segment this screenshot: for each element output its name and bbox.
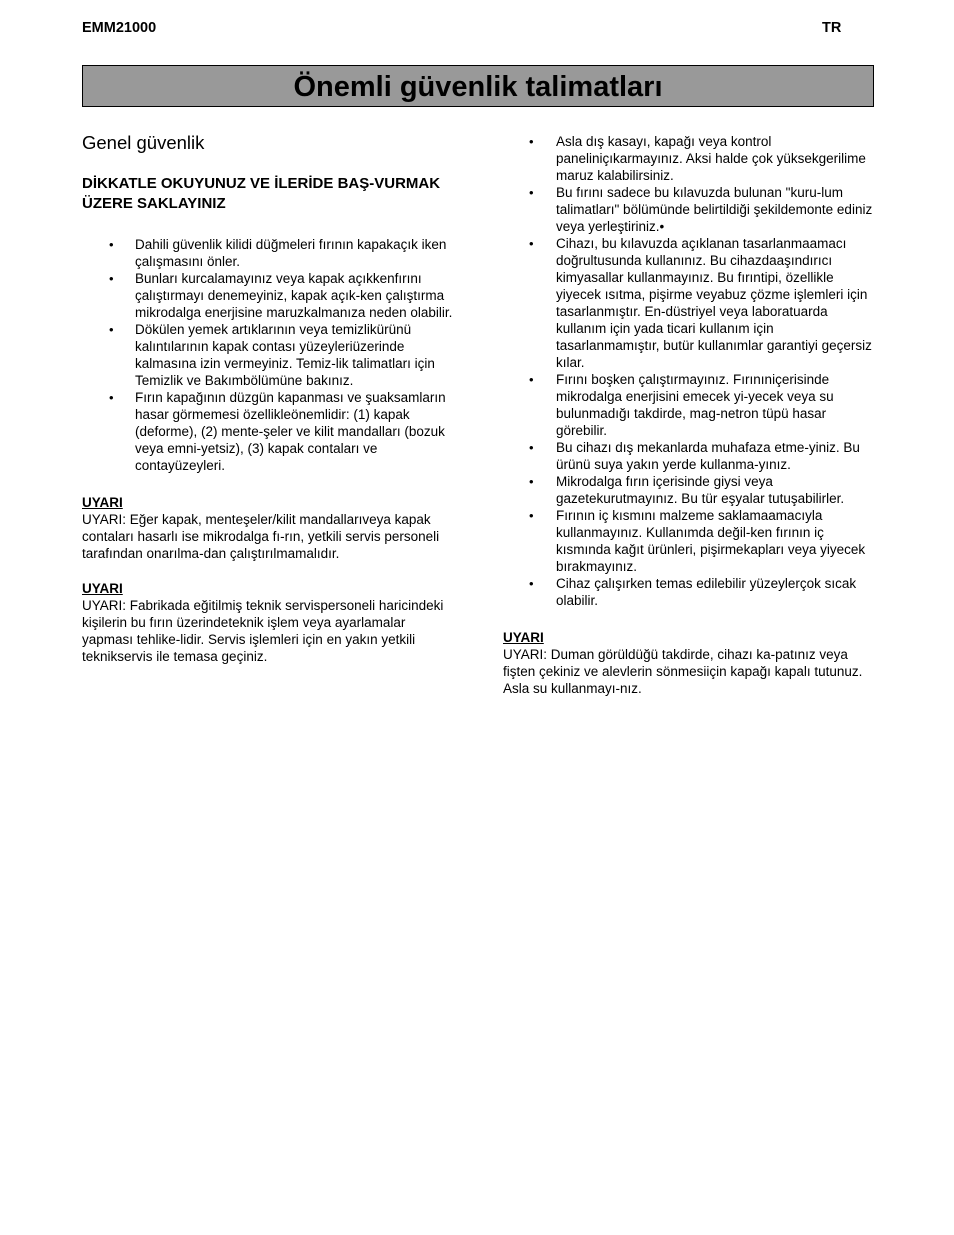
list-item: • Mikrodalga fırın içerisinde giysi veya gazetekurutmayınız. Bu tür eşyalar tutuşabilirler. <box>503 473 875 507</box>
warning-title: UYARI <box>82 581 123 596</box>
list-item: • Bunları kurcalamayınız veya kapak açıkkenfırını çalıştırmayı denemeyiniz, kapak açık-ken çalıştırma mikrodalga enerjisine maruzkalmanıza neden olabilir. <box>82 270 454 321</box>
right-bullet-list <box>503 133 875 609</box>
list-item: • Asla dış kasayı, kapağı veya kontrol paneliniçıkarmayınız. Aksi halde çok yüksekgerilime maruz kalabilirsiniz. <box>503 133 875 184</box>
warning-title: UYARI <box>503 630 544 645</box>
warning-text: UYARI: Eğer kapak, menteşeler/kilit mandallarıveya kapak contaları hasarlı ise mikrodalga fı-rın, yetkili servis personeli tarafından onarılma-dan çalıştırılmamalıdır. <box>82 512 440 561</box>
page-title: Önemli güvenlik talimatları <box>82 65 874 107</box>
list-item: • Cihazı, bu kılavuzda açıklanan tasarlanmaamacı doğrultusunda kullanınız. Bu cihazdaaşındırıcı kimyasallar kullanmayınız. Bu fırıntipi, özellikle yiyecek ısıtma, pişirme veyabuz çözme işlemleri için tasarlanmıştır. En-düstriyel veya laboratuarda kullanım için yada ticari kullanım için tasarlanmamıştır, butür kullanımlar garantiyi geçersiz kılar. <box>503 235 875 371</box>
right-column <box>503 133 875 697</box>
language-code: TR <box>822 20 842 36</box>
warning-block <box>82 494 454 562</box>
model-number: EMM21000 <box>82 20 157 36</box>
warning-title: UYARI <box>82 495 123 510</box>
left-bullet-list <box>82 236 454 474</box>
warning-block <box>82 580 454 665</box>
list-item: • Bu fırını sadece bu kılavuzda bulunan "kuru-lum talimatları" bölümünde belirtildiği şekildemonte ediniz veya yerleştiriniz.• <box>503 184 875 235</box>
subheading: DİKKATLE OKUYUNUZ VE İLERİDE BAŞ-VURMAK ÜZERE SAKLAYINIZ <box>82 175 441 212</box>
list-item: • Dahili güvenlik kilidi düğmeleri fırının kapakaçık iken çalışmasını önler. <box>82 236 454 270</box>
section-heading: Genel güvenlik <box>82 132 205 153</box>
warning-text: UYARI: Fabrikada eğitilmiş teknik servispersoneli haricindeki kişilerin bu fırın üzerindeteknik işlem veya ayarlamalar yapması tehlike-lidir. Servis işlemleri için en yakın yetkili teknikservis ile temasa geçiniz. <box>82 598 444 664</box>
warning-text: UYARI: Duman görüldüğü takdirde, cihazı ka-patınız veya fişten çekiniz ve alevlerin sönmesiiçin kapağı kapalı tutunuz. Asla su kullanmayı-nız. <box>503 647 863 696</box>
list-item: • Fırını boşken çalıştırmayınız. Fırınıniçerisinde mikrodalga enerjisini emecek yi-yecek veya su bulunmadığı takdirde, mag-netron tüpü hasar görebilir. <box>503 371 875 439</box>
list-item: • Fırının iç kısmını malzeme saklamaamacıyla kullanmayınız. Kullanımda değil-ken fırının iç kısmında kağıt ürünleri, pişirmekapları veya yiyecek bırakmayınız. <box>503 507 875 575</box>
warning-block <box>503 629 875 697</box>
list-item: • Bu cihazı dış mekanlarda muhafaza etme-yiniz. Bu ürünü suya yakın yerde kullanma-yınız. <box>503 439 875 473</box>
list-item: • Fırın kapağının düzgün kapanması ve şuaksamların hasar görmemesi özellikleönemlidir: (1) kapak (deforme), (2) mente-şeler ve kilit mandalları (bozuk veya emni-yetsiz), (3) kapak contaları ve contayüzeyleri. <box>82 389 454 474</box>
left-column <box>82 131 454 665</box>
list-item: • Dökülen yemek artıklarının veya temizlikürünü kalıntılarının kapak contası yüzeyleriüzerinde kalmasına izin vermeyiniz. Temiz-lik talimatları için Temizlik ve Bakımbölümüne bakınız. <box>82 321 454 389</box>
list-item: • Cihaz çalışırken temas edilebilir yüzeylerçok sıcak olabilir. <box>503 575 875 609</box>
